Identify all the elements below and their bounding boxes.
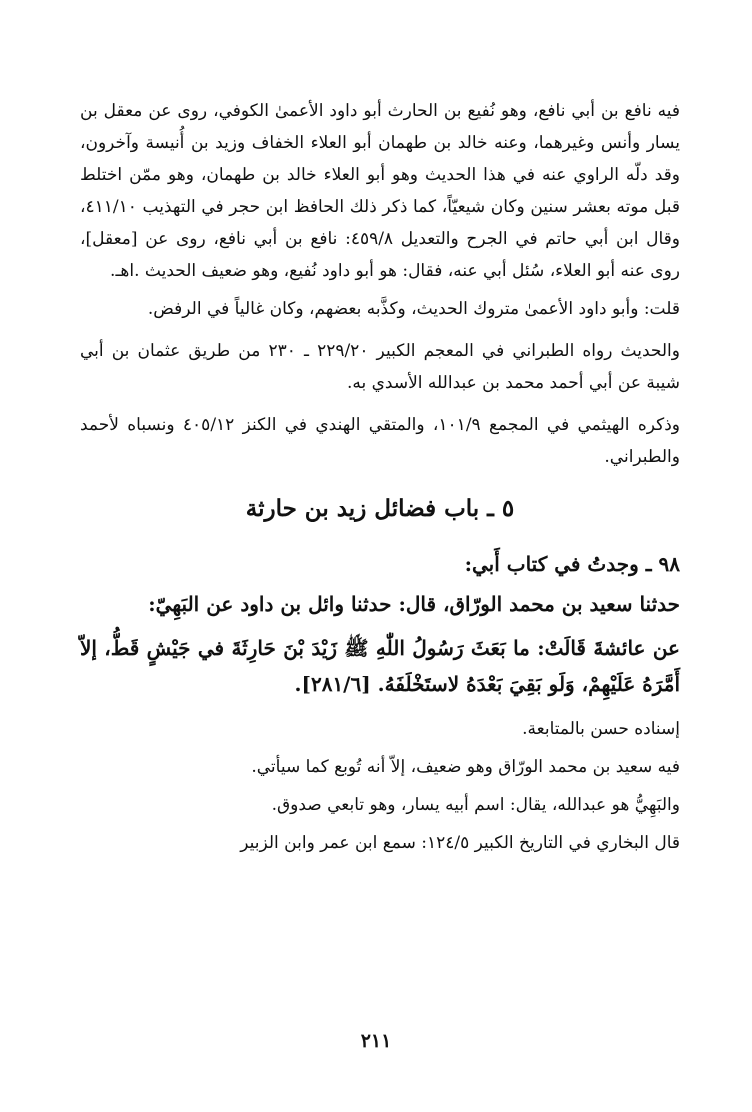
commentary-line: والبَهِيُّ هو عبدالله، يقال: اسم أبيه يسار، وهو تابعي صدوق. (271, 795, 680, 815)
footnote-paragraph: والحديث رواه الطبراني في المعجم الكبير ٢٢٩/٢٠ ـ ٢٣٠ من طريق عثمان بن أبي شيبة عن أبي أحمد محمد بن عبدالله الأسدي به. (80, 341, 680, 393)
commentary-line: إسناده حسن بالمتابعة. (522, 719, 680, 739)
hadith-text: عن عائشةَ قَالَتْ: ما بَعَثَ رَسُولُ اللّٰهِ ﷺ زَيْدَ بْنَ حَارِثَةَ في جَيْشٍ قَطُّ، إلاّ أَمَّرَهُ عَلَيْهِمْ، وَلَو بَقِيَ بَعْدَهُ لاستَخْلَفَهُ. [٢٨١/٦]. (80, 636, 680, 696)
footnote-paragraph: قلت: وأبو داود الأعمىٰ متروك الحديث، وكذَّبه بعضهم، وكان غالياً في الرفض. (147, 299, 680, 319)
chapter-heading: ٥ ـ باب فضائل زيد بن حارثة (245, 495, 515, 522)
hadith-title: ٩٨ ـ وجدتُ في كتاب أَبي: (464, 552, 680, 576)
hadith-chain: حدثنا سعيد بن محمد الورّاق، قال: حدثنا وائل بن داود عن البَهِيّ: (148, 592, 680, 616)
page-number: ٢١١ (360, 1030, 392, 1052)
footnote-paragraph: وذكره الهيثمي في المجمع ١٠١/٩، والمتقي الهندي في الكنز ٤٠٥/١٢ ونسباه لأحمد والطبراني. (80, 415, 680, 467)
commentary-line: قال البخاري في التاريخ الكبير ١٢٤/٥: سمع ابن عمر وابن الزبير (240, 833, 680, 853)
commentary-line: فيه سعيد بن محمد الورّاق وهو ضعيف، إلاّ أنه تُوبع كما سيأتي. (251, 757, 680, 777)
footnote-paragraph: فيه نافع بن أبي نافع، وهو نُفيع بن الحارث أبو داود الأعمىٰ الكوفي، روى عن معقل بن يسار وأنس وغيرهما، وعنه خالد بن طهمان أبو العلاء الخفاف وزيد بن أُنيسة وآخرون، وقد دلّه الراوي عنه في هذا الحديث وهو أبو العلاء خالد بن طهمان، وهو ممّن اختلط قبل موته بعشر سنين وكان شيعيّاً، كما ذكر ذلك الحافظ ابن حجر في التهذيب ٤١١/١٠، وقال ابن أبي حاتم في الجرح والتعديل ٤٥٩/٨: نافع بن أبي نافع، روى عن [معقل]، روى عنه أبو العلاء، سُئل أبي عنه، فقال: هو أبو داود نُفيع، وهو ضعيف الحديث .اهـ. (80, 101, 680, 281)
